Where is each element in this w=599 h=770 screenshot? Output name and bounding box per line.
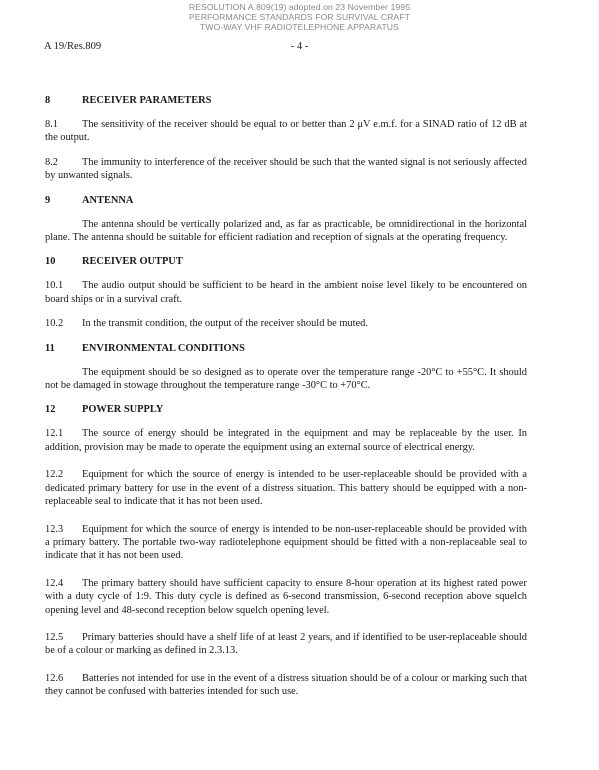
running-header: [0, 2, 599, 32]
section-number: 10: [45, 256, 56, 268]
section-title: ENVIRONMENTAL CONDITIONS: [82, 342, 245, 354]
section-number: 11: [45, 342, 55, 354]
paragraph-number: 12.4: [45, 577, 64, 589]
paragraph-number: 12.3: [45, 523, 64, 535]
paragraph-text: The audio output should be sufficient to be heard in the ambient noise level likely to be encountered on board ships or in a survival craft.: [45, 280, 527, 305]
header-line-1: RESOLUTION A.809(19) adopted on 23 November 1995: [188, 2, 411, 12]
paragraph-text: The sensitivity of the receiver should be equal to or better than 2 μV e.m.f. for a SINAD ratio of 12 dB at the output.: [45, 119, 527, 144]
section-number: 12: [45, 404, 56, 416]
paragraph-12-4: [45, 577, 527, 617]
paragraph-number: 8.1: [45, 119, 58, 130]
section-number: 9: [45, 194, 51, 206]
document-body: [45, 94, 527, 710]
document-reference: A 19/Res.809: [44, 41, 102, 52]
section-heading-9: [45, 194, 527, 207]
section-title: POWER SUPPLY: [82, 404, 164, 416]
paragraph-number: 12.5: [45, 631, 64, 643]
paragraph-10-2: [45, 317, 527, 330]
header-line-3: TWO-WAY VHF RADIOTELEPHONE APPARATUS: [200, 22, 399, 32]
section-heading-11: [45, 342, 527, 355]
paragraph-number: 10.2: [45, 318, 64, 330]
paragraph-number: 8.2: [45, 156, 58, 168]
section-heading-12: [45, 403, 527, 416]
section-title: RECEIVER PARAMETERS: [82, 95, 212, 106]
section-title: RECEIVER OUTPUT: [82, 256, 183, 268]
paragraph-text: The primary battery should have sufficient capacity to ensure 8-hour operation at its highest rated power with a duty cycle of 1:9. This duty cycle is defined as 6-second transmission, 6-second reception above squelch opening level and 48-second reception below squelch opening level.: [45, 577, 527, 616]
paragraph-number: 12.6: [45, 672, 64, 684]
paragraph-10-1: [45, 279, 527, 306]
section-heading-8: [45, 94, 527, 107]
paragraph-text: Equipment for which the source of energy is intended to be non-user-replaceable should be provided with a primary battery. The portable two-way radiotelephone equipment should be fitted with a non-replaceable seal to indicate that it has not been used.: [45, 523, 527, 562]
paragraph-12-2: [45, 468, 527, 508]
paragraph-text: In the transmit condition, the output of the receiver should be muted.: [82, 318, 368, 330]
paragraph-8-2: [45, 156, 527, 183]
paragraph-9: The antenna should be vertically polarized and, as far as practicable, be omnidirectional in the horizontal plane. The antenna should be suitable for efficient radiation and reception of signals at the operating frequency.: [45, 218, 527, 244]
paragraph-text: The source of energy should be integrated in the equipment and may be replaceable by the user. In addition, provision may be made to operate the equipment using an external source of electrical energy.: [45, 428, 527, 453]
paragraph-12-6: [45, 672, 527, 699]
paragraph-11: The equipment should be so designed as to operate over the temperature range -20°C to +55°C. It should not be damaged in stowage throughout the temperature range -30°C to +70°C.: [45, 366, 527, 392]
paragraph-number: 12.1: [45, 428, 64, 440]
section-number: 8: [45, 95, 51, 106]
paragraph-12-1: [45, 427, 527, 454]
header-line-2: PERFORMANCE STANDARDS FOR SURVIVAL CRAFT: [189, 12, 410, 22]
paragraph-text: Batteries not intended for use in the event of a distress situation should be of a colour or marking such that they cannot be confused with batteries intended for such use.: [45, 672, 527, 698]
section-heading-10: [45, 255, 527, 268]
paragraph-number: 10.1: [45, 280, 64, 292]
paragraph-text: Equipment for which the source of energy is intended to be user-replaceable should be provided with a dedicated primary battery for use in the event of a distress situation. This battery should be equipped with a non-replaceable seal to indicate that it has not been used.: [45, 469, 527, 508]
paragraph-12-3: [45, 523, 527, 563]
paragraph-number: 12.2: [45, 469, 64, 481]
paragraph-text: Primary batteries should have a shelf life of at least 2 years, and if identified to be user-replaceable should be of a colour or marking as defined in 2.3.13.: [45, 631, 527, 657]
paragraph-12-5: [45, 631, 527, 658]
paragraph-text: The immunity to interference of the receiver should be such that the wanted signal is not seriously affected by unwanted signals.: [45, 156, 527, 182]
paragraph-8-1: [45, 118, 527, 145]
page-number: - 4 -: [290, 41, 309, 52]
section-title: ANTENNA: [82, 194, 134, 206]
